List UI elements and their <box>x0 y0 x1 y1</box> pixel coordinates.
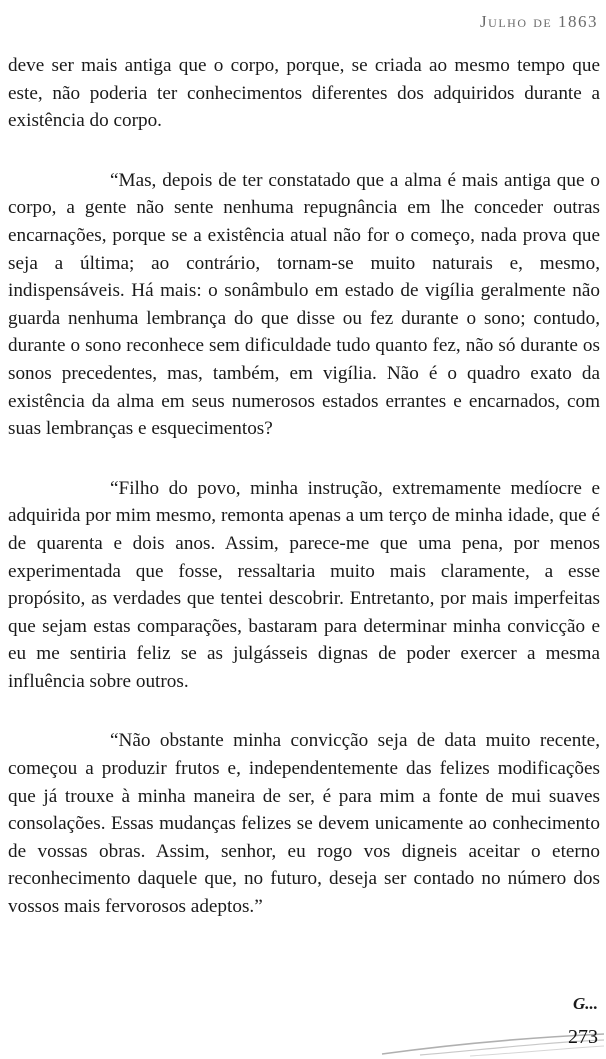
page-number: 273 <box>568 1026 598 1048</box>
running-head: Julho de 1863 <box>480 12 598 31</box>
paragraph-2: “Mas, depois de ter constatado que a alma é mais antiga que o corpo, a gente não sente nenhuma repugnância em lhe conceder outras encarnações, porque se a existência atual não for o começo, nada prova que seja a última; ao contrário, tornam-se muito naturais e, mesmo, indispensáveis. Há mais: o sonâmbulo em estado de vigília geralmente não guarda nenhuma lembrança do que disse ou fez durante o sono; contudo, durante o sono reconhece sem dificuldade tudo quanto fez, não só durante os sonos precedentes, mas, também, em vigília. Não é o quadro exato da existência da alma em seus numerosos estados errantes e encarnados, com suas lembranças e esquecimentos? <box>8 169 600 440</box>
signature: G... <box>572 994 598 1013</box>
paragraph-3: “Filho do povo, minha instrução, extremamente medíocre e adquirida por mim mesmo, remonta apenas a um terço de minha idade, que é de quarenta e dois anos. Assim, parece-me que uma pena, por menos experimentada que fosse, ressaltaria muito mais claramente, a esse propósito, as verdades que tentei descobrir. Entretanto, por mais imperfeitas que sejam estas comparações, bastaram para determinar minha convicção e eu me sentiria feliz se as julgásseis dignas de poder exercer a mesma influência sobre outros. <box>8 477 600 692</box>
body-text <box>8 52 600 953</box>
paragraph-1: deve ser mais antiga que o corpo, porque, se criada ao mesmo tempo que este, não poderia ter conhecimentos diferentes dos adquiridos durante a existência do corpo. <box>8 55 600 132</box>
paragraph-4: “Não obstante minha convicção seja de data muito recente, começou a produzir frutos e, independentemente das felizes modificações que já trouxe à minha maneira de ser, é para mim a fonte de mui suaves consolações. Essas mudanças felizes se devem unicamente ao conhecimento de vossas obras. Assim, senhor, eu rogo vos digneis aceitar o eterno reconhecimento daquele que, no futuro, deseja ser contado no número dos vossos mais fervorosos adeptos.” <box>8 730 600 918</box>
